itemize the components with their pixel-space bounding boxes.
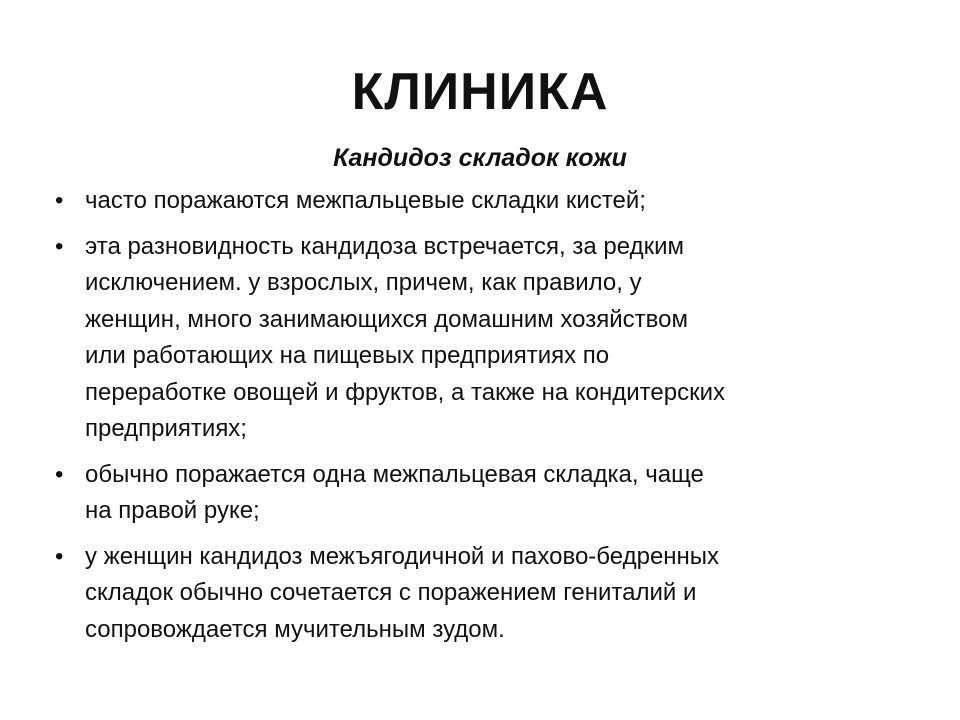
bullet-marker: • (55, 460, 64, 488)
bullet-text: эта разновидность кандидоза встречается, за редким исключением. у взрослых, причем, как правило, у женщин, много занимающихся домашним хозяйством или работающих на пищевых предприятиях по переработке овощей и фруктов, а также на кондитерских предприятиях; (85, 232, 726, 442)
list-item (48, 229, 898, 448)
list-item (48, 457, 898, 530)
list-item (48, 539, 898, 649)
slide-subtitle: Кандидоз складок кожи (333, 144, 627, 172)
slide-title: КЛИНИКА (351, 63, 609, 121)
list-item (48, 183, 898, 220)
bullet-text: у женщин кандидоз межъягодичной и пахово-бедренных складок обычно сочетается с поражением гениталий и сопровождается мучительным зудом. (85, 542, 720, 643)
bullet-list (48, 183, 898, 657)
bullet-marker: • (55, 187, 64, 214)
bullet-marker: • (55, 232, 64, 260)
bullet-text: обычно поражается одна межпальцевая складка, чаще на правой руке; (85, 460, 704, 524)
bullet-marker: • (55, 542, 64, 570)
bullet-text: часто поражаются межпальцевые складки кистей; (85, 187, 646, 214)
